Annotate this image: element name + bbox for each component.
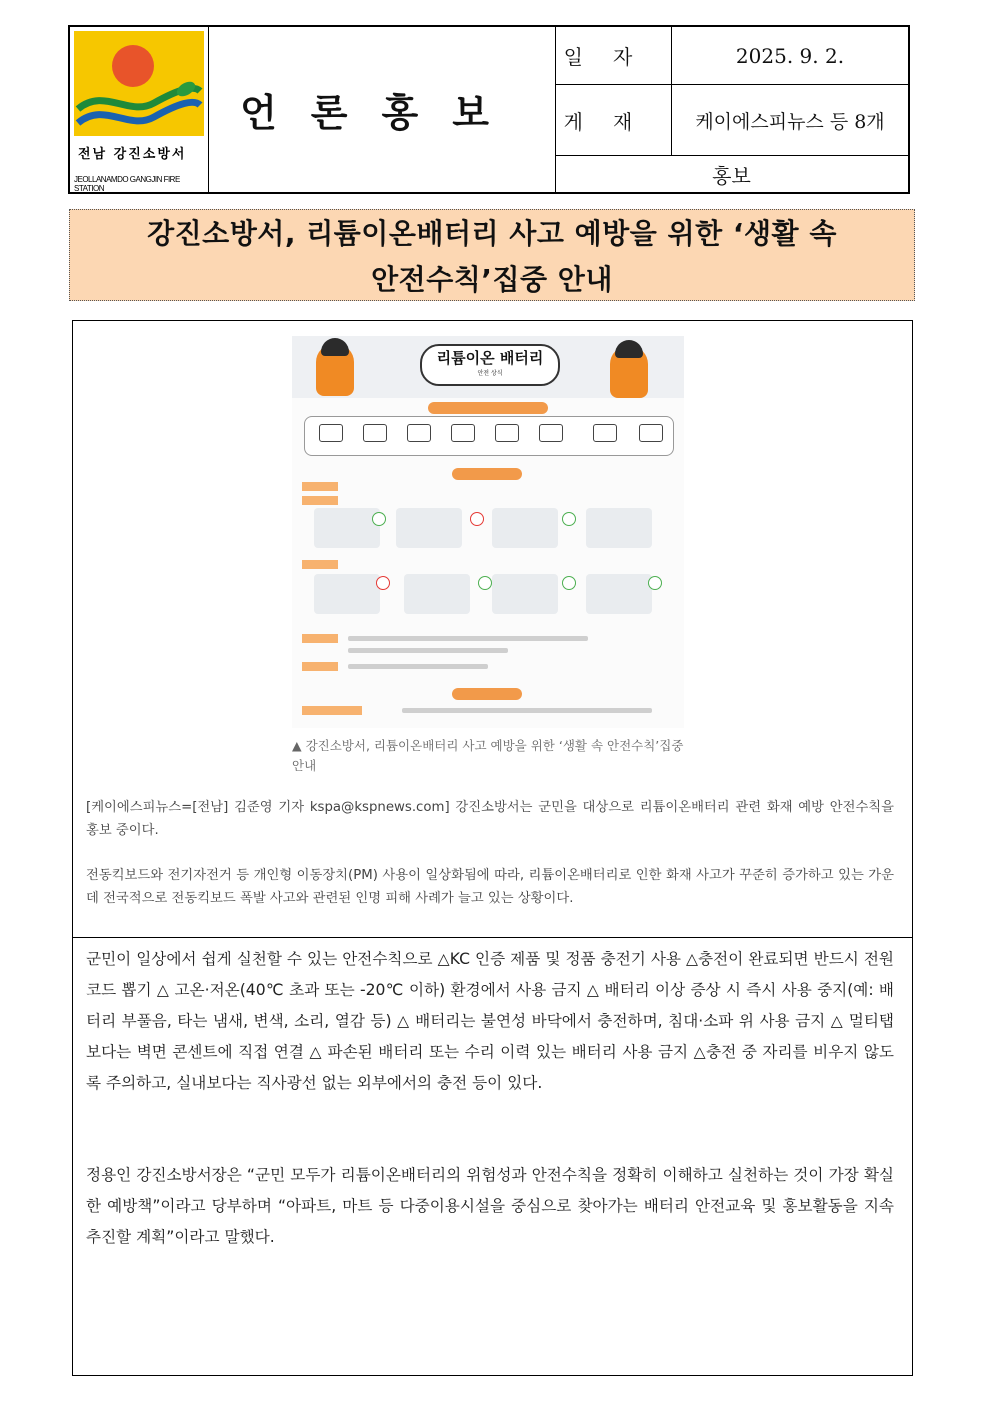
earphone-icon [593, 424, 617, 442]
check-icon [648, 576, 662, 590]
prohibit-icon [470, 512, 484, 526]
agency-logo [70, 27, 209, 192]
tip-tile [396, 508, 462, 548]
outlet-value: 케이에스피뉴스 등 8개 [672, 85, 908, 156]
article-paragraph-4: 정용인 강진소방서장은 “군민 모두가 리튬이온배터리의 위험성과 안전수칙을 정확히 이해하고 실천하는 것이 가장 확실한 예방책”이라고 당부하며 “아파트, 마트 등 다중이용시설을 중심으로 찾아가는 배터리 안전교육 및 홍보활동을 지속 추진할 계획”이라고 말했다. [86, 1166, 894, 1246]
article-divider [72, 937, 913, 938]
section-bar [428, 402, 548, 414]
tip-tile [492, 574, 558, 614]
tip-tile [586, 574, 652, 614]
firefighter-mascot-icon [316, 344, 354, 396]
article-paragraph-3: 군민이 일상에서 쉽게 실천할 수 있는 안전수칙으로 △KC 인증 제품 및 정품 충전기 사용 △충전이 완료되면 반드시 전원 코드 뽑기 △ 고온·저온(40℃ 초과 또는 -20℃ 이하) 환경에서 사용 금지 △ 배터리 이상 증상 시 즉시 사용 중지(예: 배터리 부풀음, 타는 냄새, 변색, 소리, 열감 등) △ 배터리는 불연성 바닥에서 충전하며, 침대·소파 위 사용 금지 △ 멀티탭보다는 벽면 콘센트에 직접 연결 △ 파손된 배터리 또는 수리 이력 있는 배터리 사용 금지 △충전 중 자리를 비우지 않도록 주의하고, 실내보다는 직사광선 없는 외부에서의 충전 등이 있다. [86, 950, 894, 1092]
camera-icon [539, 424, 563, 442]
scooter-icon [407, 424, 431, 442]
section-label [302, 560, 338, 569]
robot-icon [639, 424, 663, 442]
section-label [302, 706, 362, 715]
check-icon [372, 512, 386, 526]
headline-line-1: 강진소방서, 리튬이온배터리 사고 예방을 위한 ‘생활 속 [147, 217, 837, 250]
firefighter-mascot-icon [610, 346, 648, 398]
section-label [302, 482, 338, 491]
tip-tile [586, 508, 652, 548]
check-icon [478, 576, 492, 590]
image-caption: ▲ 강진소방서, 리튬이온배터리 사고 예방을 위한 ‘생활 속 안전수칙’집중 안내 [292, 738, 684, 773]
wave-icon [74, 77, 204, 137]
agency-name: 전남 강진소방서 [78, 147, 187, 162]
date-label: 일자 [555, 27, 672, 85]
phone-icon [319, 424, 343, 442]
text-line [348, 664, 488, 669]
header-table [68, 25, 910, 194]
prohibit-icon [376, 576, 390, 590]
bicycle-icon [451, 424, 475, 442]
article-paragraph-2: 전동킥보드와 전기자전거 등 개인형 이동장치(PM) 사용이 일상화됨에 따라, 리튬이온배터리로 인한 화재 사고가 꾸준히 증가하고 있는 가운데 전국적으로 전동킥보드 폭발 사고와 관련된 인명 피해 사례가 늘고 있는 상황이다. [86, 868, 894, 906]
section-label [302, 662, 338, 671]
infographic-title [420, 344, 560, 386]
laptop-icon [363, 424, 387, 442]
date-value: 2025. 9. 2. [672, 27, 908, 85]
tip-tile [492, 508, 558, 548]
headline-line-2: 안전수칙’집중 안내 [371, 263, 613, 296]
vape-icon [495, 424, 519, 442]
text-line [348, 648, 508, 653]
text-line [348, 636, 588, 641]
category-value: 홍보 [712, 163, 751, 188]
infographic-subtitle: 안전 상식 [477, 370, 503, 377]
section-label [302, 496, 338, 505]
tip-tile [404, 574, 470, 614]
headline-box [69, 209, 915, 301]
device-row [304, 416, 674, 456]
check-icon [562, 576, 576, 590]
section-label [302, 634, 338, 643]
section-bar [452, 468, 522, 480]
tip-tile [314, 508, 380, 548]
doc-type-title: 언론홍보 [240, 90, 523, 135]
article-paragraph-1: [케이에스피뉴스=[전남] 김준영 기자 kspa@kspnews.com] 강진소방서는 군민을 대상으로 리튬이온배터리 관련 화재 예방 안전수칙을 홍보 중이다. [86, 800, 894, 838]
tip-tile [314, 574, 380, 614]
doc-type-cell [208, 27, 556, 192]
infographic-image [292, 336, 684, 728]
check-icon [562, 512, 576, 526]
section-bar [452, 688, 522, 700]
agency-name-en: JEOLLANAMDO GANGJIN FIRE STATION [74, 175, 180, 193]
outlet-label: 게재 [555, 85, 672, 156]
text-line [402, 708, 652, 713]
infographic-title-text: 리튬이온 배터리 [436, 349, 544, 367]
